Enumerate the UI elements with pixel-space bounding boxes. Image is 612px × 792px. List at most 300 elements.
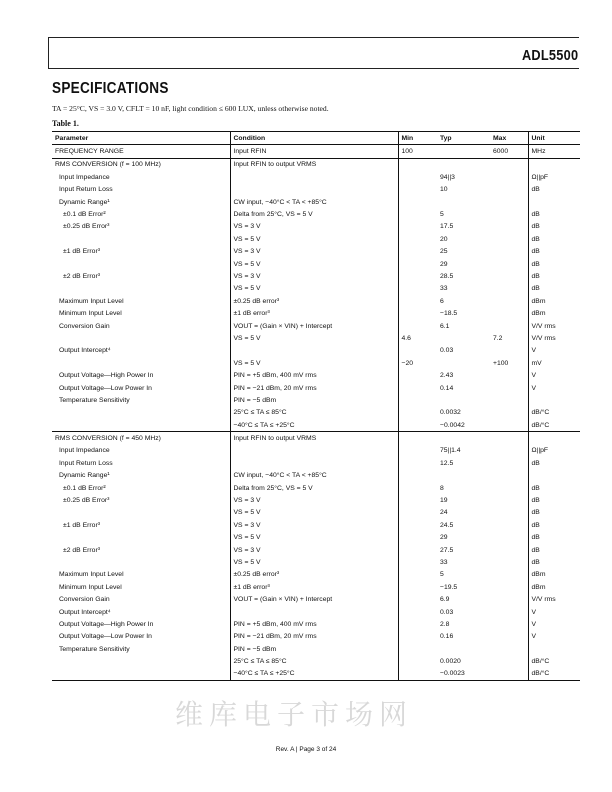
cell-max xyxy=(490,668,528,681)
cell-unit: V xyxy=(531,384,537,392)
cell-max xyxy=(490,382,528,394)
cell-typ: 0.03 xyxy=(440,608,454,616)
cell-min xyxy=(398,258,437,270)
cell-parameter: Input Impedance xyxy=(52,445,230,457)
table-row xyxy=(52,569,580,581)
cell-unit xyxy=(528,643,580,655)
table-row xyxy=(52,457,580,469)
table-row xyxy=(52,295,580,307)
table-row xyxy=(52,631,580,643)
cell-min xyxy=(398,618,437,630)
page-header-box xyxy=(48,37,579,69)
cell-condition: Input RFIN to output VRMS xyxy=(230,432,398,445)
table-row xyxy=(52,394,580,406)
cell-min xyxy=(398,233,437,245)
cell-min xyxy=(398,221,437,233)
cell-typ: 0.16 xyxy=(440,633,454,641)
table-row xyxy=(52,593,580,605)
cell-typ: 94||3 xyxy=(440,173,455,181)
cell-typ xyxy=(437,432,490,445)
cell-unit: dB xyxy=(531,509,540,517)
col-min: Min xyxy=(398,132,437,145)
cell-parameter: FREQUENCY RANGE xyxy=(52,145,230,158)
cell-max xyxy=(490,593,528,605)
cell-parameter: Dynamic Range¹ xyxy=(52,470,230,482)
cell-min xyxy=(398,544,437,556)
table-row xyxy=(52,618,580,630)
cell-unit: dB xyxy=(531,521,540,529)
cell-unit xyxy=(528,470,580,482)
cell-min xyxy=(398,394,437,406)
cell-min xyxy=(398,668,437,681)
cell-typ: 6.9 xyxy=(440,596,450,604)
cell-min xyxy=(398,519,437,531)
cell-unit: MHz xyxy=(531,148,546,156)
cell-typ: 25 xyxy=(440,248,448,256)
cell-max xyxy=(490,457,528,469)
table-row xyxy=(52,184,580,196)
cell-condition xyxy=(230,345,398,357)
col-parameter: Parameter xyxy=(52,132,230,145)
cell-unit: dB xyxy=(531,546,540,554)
cell-max xyxy=(490,643,528,655)
cell-condition: Input RFIN to output VRMS xyxy=(230,158,398,171)
table-row xyxy=(52,283,580,295)
cell-typ: 12.5 xyxy=(440,459,454,467)
table-row xyxy=(52,407,580,419)
table-row xyxy=(52,445,580,457)
cell-min xyxy=(398,532,437,544)
page-footer: Rev. A | Page 3 of 24 xyxy=(275,746,337,753)
cell-typ: 33 xyxy=(440,285,448,293)
cell-parameter xyxy=(52,407,230,419)
cell-condition: PIN = −21 dBm, 20 mV rms xyxy=(230,382,398,394)
cell-typ: −18.5 xyxy=(440,310,458,318)
cell-min xyxy=(398,593,437,605)
cell-condition: VS = 3 V xyxy=(230,519,398,531)
cell-unit: dB/°C xyxy=(528,668,580,681)
cell-max xyxy=(490,246,528,258)
cell-parameter xyxy=(52,233,230,245)
part-number: ADL5500 xyxy=(521,47,578,64)
cell-min: −20 xyxy=(401,359,414,367)
table-row xyxy=(52,532,580,544)
cell-parameter: ±2 dB Error³ xyxy=(52,270,230,282)
cell-condition: 25°C ≤ TA ≤ 85°C xyxy=(230,655,398,667)
cell-min xyxy=(398,246,437,258)
cell-parameter: ±0.1 dB Error² xyxy=(52,482,230,494)
cell-parameter: ±0.1 dB Error² xyxy=(52,208,230,220)
table-row xyxy=(52,606,580,618)
cell-parameter: RMS CONVERSION (f = 100 MHz) xyxy=(52,158,230,171)
cell-min xyxy=(398,196,437,208)
cell-typ: 8 xyxy=(440,484,444,492)
cell-condition: PIN = −21 dBm, 20 mV rms xyxy=(230,631,398,643)
cell-min xyxy=(398,382,437,394)
specifications-table xyxy=(52,131,580,681)
cell-max xyxy=(490,208,528,220)
cell-min xyxy=(398,270,437,282)
cell-min xyxy=(398,643,437,655)
cell-typ: 33 xyxy=(440,558,448,566)
test-conditions: TA = 25°C, VS = 3.0 V, CFLT = 10 nF, light condition ≤ 600 LUX, unless otherwise noted. xyxy=(52,104,329,113)
cell-condition: ±1 dB error³ xyxy=(230,581,398,593)
cell-min: 4.6 xyxy=(401,334,411,342)
table-row xyxy=(52,369,580,381)
table-row xyxy=(52,258,580,270)
cell-condition xyxy=(230,171,398,183)
cell-unit: dB xyxy=(531,235,540,243)
cell-max xyxy=(490,470,528,482)
cell-unit: dB xyxy=(531,497,540,505)
cell-max xyxy=(490,631,528,643)
table-row xyxy=(52,246,580,258)
table-row xyxy=(52,221,580,233)
cell-max xyxy=(490,606,528,618)
table-row xyxy=(52,357,580,369)
cell-typ: 24.5 xyxy=(440,521,454,529)
cell-unit: V xyxy=(531,633,537,641)
cell-unit: dBm xyxy=(531,571,546,579)
table-row xyxy=(52,320,580,332)
cell-min xyxy=(398,445,437,457)
cell-unit xyxy=(528,158,580,171)
cell-max xyxy=(490,158,528,171)
cell-min xyxy=(398,494,437,506)
cell-max xyxy=(490,258,528,270)
cell-min xyxy=(398,556,437,568)
table-row xyxy=(52,643,580,655)
cell-condition: Delta from 25°C, VS = 5 V xyxy=(230,208,398,220)
cell-condition: PIN = +5 dBm, 400 mV rms xyxy=(230,369,398,381)
section-title: SPECIFICATIONS xyxy=(52,80,169,97)
cell-parameter xyxy=(52,507,230,519)
col-condition: Condition xyxy=(230,132,398,145)
cell-max xyxy=(490,221,528,233)
cell-typ xyxy=(437,357,490,369)
cell-unit: V xyxy=(531,372,537,380)
cell-max xyxy=(490,184,528,196)
cell-unit: dBm xyxy=(531,310,546,318)
table-row xyxy=(52,544,580,556)
cell-max xyxy=(490,295,528,307)
cell-min xyxy=(398,631,437,643)
cell-parameter: Output Voltage—High Power In xyxy=(52,618,230,630)
cell-typ: 27.5 xyxy=(440,546,454,554)
cell-min xyxy=(398,369,437,381)
cell-min xyxy=(398,158,437,171)
cell-parameter: ±0.25 dB Error³ xyxy=(52,221,230,233)
cell-condition: VS = 3 V xyxy=(230,544,398,556)
cell-max xyxy=(490,407,528,419)
cell-typ xyxy=(437,158,490,171)
table-row xyxy=(52,655,580,667)
cell-min xyxy=(398,295,437,307)
cell-condition: VS = 5 V xyxy=(230,357,398,369)
cell-typ: 10 xyxy=(440,186,448,194)
cell-parameter: Maximum Input Level xyxy=(52,569,230,581)
cell-unit: Ω||pF xyxy=(531,447,549,455)
cell-max: 6000 xyxy=(490,145,528,158)
cell-unit: V/V rms xyxy=(531,334,556,342)
cell-typ: 29 xyxy=(440,260,448,268)
cell-typ: 24 xyxy=(440,509,448,517)
cell-condition: PIN = +5 dBm, 400 mV rms xyxy=(230,618,398,630)
cell-condition xyxy=(230,457,398,469)
cell-max xyxy=(490,494,528,506)
cell-typ: −0.0042 xyxy=(440,421,465,429)
cell-condition: ±1 dB error³ xyxy=(230,307,398,319)
cell-max xyxy=(490,270,528,282)
cell-max xyxy=(490,283,528,295)
cell-parameter: Output Voltage—Low Power In xyxy=(52,382,230,394)
cell-parameter xyxy=(52,258,230,270)
cell-condition: −40°C ≤ TA ≤ +25°C xyxy=(230,419,398,432)
cell-condition: VS = 3 V xyxy=(230,246,398,258)
col-max: Max xyxy=(490,132,528,145)
cell-unit: mV xyxy=(531,359,542,367)
cell-typ xyxy=(437,196,490,208)
cell-max xyxy=(490,519,528,531)
cell-unit: dB/°C xyxy=(531,421,550,429)
cell-parameter xyxy=(52,668,230,681)
cell-max: +100 xyxy=(490,357,528,369)
cell-unit: dB xyxy=(531,223,540,231)
cell-min xyxy=(398,507,437,519)
table-row xyxy=(52,419,580,432)
col-typ: Typ xyxy=(437,132,490,145)
cell-parameter xyxy=(52,655,230,667)
cell-typ xyxy=(437,145,490,158)
cell-max xyxy=(490,569,528,581)
cell-unit xyxy=(528,394,580,406)
cell-max xyxy=(490,556,528,568)
cell-min xyxy=(398,569,437,581)
cell-parameter: ±0.25 dB Error³ xyxy=(52,494,230,506)
cell-parameter xyxy=(52,332,230,344)
cell-typ: 0.0020 xyxy=(440,658,461,666)
table-row xyxy=(52,145,580,158)
cell-min xyxy=(398,345,437,357)
cell-condition: CW input, −40°C < TA < +85°C xyxy=(230,470,398,482)
cell-max xyxy=(490,655,528,667)
cell-max xyxy=(490,532,528,544)
cell-unit: dB xyxy=(531,285,540,293)
cell-typ xyxy=(437,470,490,482)
cell-parameter: RMS CONVERSION (f = 450 MHz) xyxy=(52,432,230,445)
cell-min xyxy=(398,482,437,494)
table-row xyxy=(52,270,580,282)
cell-parameter xyxy=(52,419,230,432)
cell-condition: VS = 3 V xyxy=(230,494,398,506)
table-row xyxy=(52,158,580,171)
cell-typ xyxy=(437,332,490,344)
table-row xyxy=(52,332,580,344)
cell-typ: −19.5 xyxy=(440,583,458,591)
cell-unit xyxy=(528,432,580,445)
cell-unit: V/V rms xyxy=(531,322,556,330)
cell-parameter: Input Impedance xyxy=(52,171,230,183)
cell-parameter: Minimum Input Level xyxy=(52,581,230,593)
cell-min xyxy=(398,307,437,319)
cell-condition xyxy=(230,184,398,196)
cell-typ: 29 xyxy=(440,534,448,542)
cell-max xyxy=(490,320,528,332)
cell-typ: 2.8 xyxy=(440,620,450,628)
cell-unit: dB xyxy=(531,534,540,542)
table-row xyxy=(52,519,580,531)
cell-max xyxy=(490,432,528,445)
cell-max xyxy=(490,544,528,556)
table-row xyxy=(52,171,580,183)
cell-parameter: ±1 dB Error³ xyxy=(52,519,230,531)
cell-max xyxy=(490,196,528,208)
cell-max xyxy=(490,345,528,357)
table-row xyxy=(52,382,580,394)
cell-condition: PIN = −5 dBm xyxy=(230,643,398,655)
cell-min xyxy=(398,581,437,593)
table-row xyxy=(52,581,580,593)
cell-min xyxy=(398,432,437,445)
cell-unit: dBm xyxy=(531,583,546,591)
cell-parameter: Temperature Sensitivity xyxy=(52,394,230,406)
cell-condition: Input RFIN xyxy=(230,145,398,158)
cell-min xyxy=(398,407,437,419)
cell-unit: dB xyxy=(531,558,540,566)
cell-condition: VOUT = (Gain × VIN) + Intercept xyxy=(230,320,398,332)
cell-typ: 5 xyxy=(440,571,444,579)
cell-parameter: Dynamic Range¹ xyxy=(52,196,230,208)
cell-parameter: Output Intercept⁴ xyxy=(52,345,230,357)
cell-typ: 6.1 xyxy=(440,322,450,330)
cell-condition: VS = 5 V xyxy=(230,556,398,568)
cell-unit: Ω||pF xyxy=(531,173,549,181)
cell-unit: dB/°C xyxy=(531,658,550,666)
cell-unit: dB xyxy=(531,211,540,219)
cell-unit: V/V rms xyxy=(531,596,556,604)
cell-max xyxy=(490,307,528,319)
watermark: 维库电子市场网 xyxy=(175,698,414,731)
cell-condition: VS = 5 V xyxy=(230,507,398,519)
cell-parameter: Temperature Sensitivity xyxy=(52,643,230,655)
cell-unit: dB/°C xyxy=(531,409,550,417)
cell-typ: 0.14 xyxy=(440,384,454,392)
cell-unit: dB xyxy=(531,260,540,268)
cell-parameter xyxy=(52,532,230,544)
table-header-row xyxy=(52,132,580,145)
table-row xyxy=(52,432,580,445)
cell-parameter: Minimum Input Level xyxy=(52,307,230,319)
cell-unit: dB xyxy=(531,248,540,256)
cell-condition: VS = 5 V xyxy=(230,258,398,270)
table-row xyxy=(52,208,580,220)
cell-parameter: Output Voltage—High Power In xyxy=(52,369,230,381)
table-label: Table 1. xyxy=(52,119,79,128)
cell-typ: 28.5 xyxy=(440,272,454,280)
table-row xyxy=(52,345,580,357)
cell-condition: VS = 5 V xyxy=(230,532,398,544)
cell-condition: −40°C ≤ TA ≤ +25°C xyxy=(230,668,398,681)
cell-min xyxy=(398,208,437,220)
cell-parameter: Maximum Input Level xyxy=(52,295,230,307)
cell-max xyxy=(490,618,528,630)
cell-max xyxy=(490,394,528,406)
table-row xyxy=(52,668,580,681)
cell-unit: V xyxy=(531,620,537,628)
cell-typ: −0.0023 xyxy=(437,668,490,681)
cell-typ: 75||1.4 xyxy=(440,447,461,455)
cell-condition: PIN = −5 dBm xyxy=(230,394,398,406)
cell-unit: dB xyxy=(531,186,540,194)
cell-parameter: Conversion Gain xyxy=(52,320,230,332)
cell-max xyxy=(490,171,528,183)
cell-condition: ±0.25 dB error³ xyxy=(230,295,398,307)
cell-min xyxy=(398,184,437,196)
cell-condition: VS = 3 V xyxy=(230,270,398,282)
cell-parameter: Input Return Loss xyxy=(52,457,230,469)
cell-max xyxy=(490,482,528,494)
table-row xyxy=(52,556,580,568)
cell-min xyxy=(398,457,437,469)
cell-max xyxy=(490,233,528,245)
cell-min: 100 xyxy=(401,148,413,156)
cell-parameter xyxy=(52,556,230,568)
cell-typ: 0.0032 xyxy=(440,409,461,417)
table-row xyxy=(52,482,580,494)
cell-parameter: ±1 dB Error³ xyxy=(52,246,230,258)
cell-condition: VS = 3 V xyxy=(230,221,398,233)
cell-max xyxy=(490,445,528,457)
table-row xyxy=(52,470,580,482)
cell-min xyxy=(398,283,437,295)
cell-max xyxy=(490,581,528,593)
cell-max xyxy=(490,507,528,519)
cell-condition: VS = 5 V xyxy=(230,283,398,295)
col-unit: Unit xyxy=(528,132,580,145)
cell-unit: V xyxy=(531,608,537,616)
cell-condition xyxy=(230,445,398,457)
cell-condition: VS = 5 V xyxy=(230,332,398,344)
cell-min xyxy=(398,171,437,183)
cell-min xyxy=(398,470,437,482)
cell-min xyxy=(398,320,437,332)
table-row xyxy=(52,233,580,245)
cell-parameter: Output Voltage—Low Power In xyxy=(52,631,230,643)
table-row xyxy=(52,494,580,506)
cell-typ: 20 xyxy=(440,235,448,243)
cell-unit: dB xyxy=(531,272,540,280)
table-row xyxy=(52,307,580,319)
cell-unit: dB xyxy=(531,484,540,492)
cell-typ: 2.43 xyxy=(440,372,454,380)
cell-min xyxy=(398,419,437,432)
cell-condition: CW input, −40°C < TA < +85°C xyxy=(230,196,398,208)
cell-typ: 6 xyxy=(440,297,444,305)
table-row xyxy=(52,507,580,519)
cell-unit: dBm xyxy=(531,297,546,305)
cell-typ: 17.5 xyxy=(440,223,454,231)
cell-parameter xyxy=(52,283,230,295)
cell-max xyxy=(490,369,528,381)
cell-typ xyxy=(437,643,490,655)
cell-max xyxy=(490,419,528,432)
cell-typ: 0.03 xyxy=(440,347,454,355)
cell-condition xyxy=(230,606,398,618)
cell-typ: 19 xyxy=(440,497,448,505)
cell-condition: VS = 5 V xyxy=(230,233,398,245)
cell-min xyxy=(398,655,437,667)
cell-parameter: Output Intercept⁴ xyxy=(52,606,230,618)
